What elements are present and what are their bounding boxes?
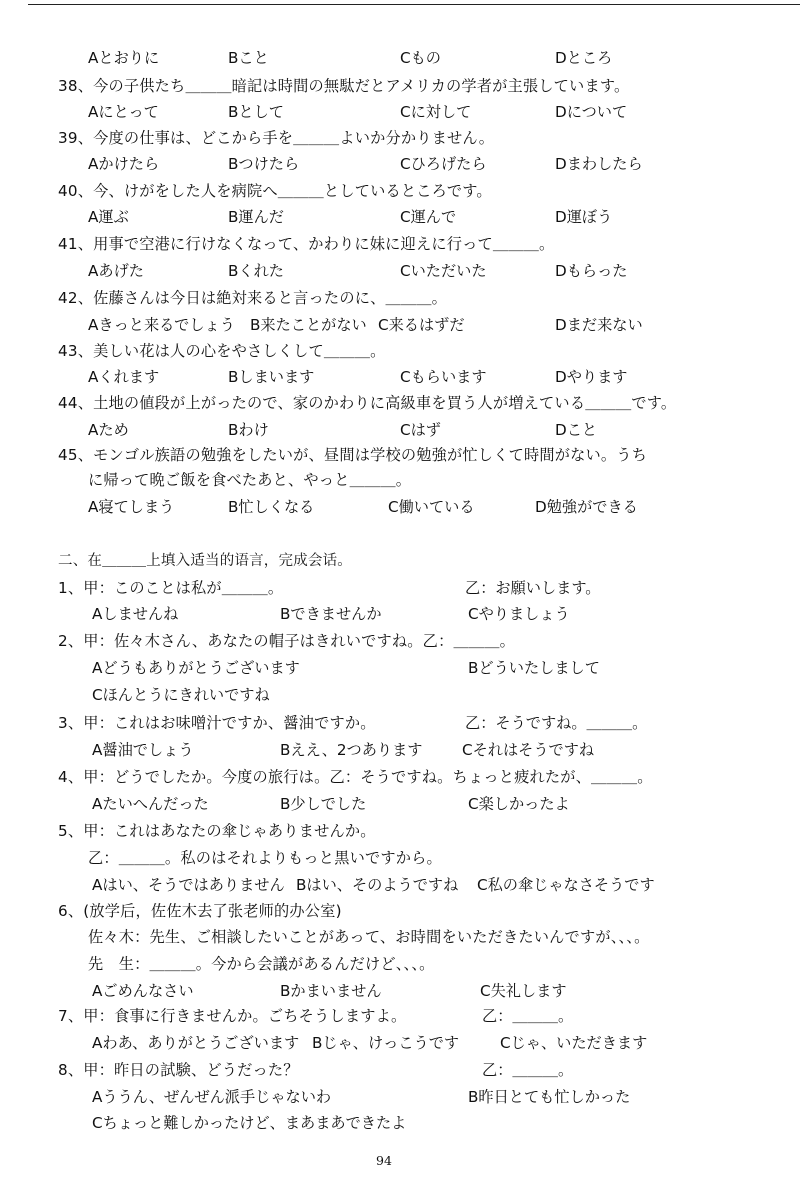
dialogue-4-a: 4、甲：どうでしたか。今度の旅行は。乙：そうですね。ちょっと疲れたが、＿＿＿。 xyxy=(58,768,653,786)
dialogue-3-a: 3、甲：これはお味噌汁ですか、醤油ですか。 xyxy=(58,714,376,732)
q42-option-d: Dまだ来ない xyxy=(555,316,643,334)
question-38: 38、今の子供たち＿＿＿暗記は時間の無駄だとアメリカの学者が主張しています。 xyxy=(58,77,630,95)
q42-option-a: Aきっと来るでしょう xyxy=(88,316,235,334)
d4-option-b: B少しでした xyxy=(280,795,367,813)
d1-option-b: Bできませんか xyxy=(280,605,382,623)
question-41: 41、用事で空港に行けなくなって、かわりに妹に迎えに行って＿＿＿。 xyxy=(58,235,555,253)
d2-option-a: Aどうもありがとうございます xyxy=(92,659,300,677)
q45-option-c: C働いている xyxy=(388,498,475,516)
q38-option-b: Bとして xyxy=(228,103,284,121)
option-d: Dところ xyxy=(555,49,613,67)
q44-option-a: Aため xyxy=(88,421,129,439)
question-39: 39、今度の仕事は、どこから手を＿＿＿よいか分かりません。 xyxy=(58,129,495,147)
d3-option-b: Bええ、2つあります xyxy=(280,741,423,759)
q38-option-c: Cに対して xyxy=(400,103,472,121)
q41-option-c: Cいただいた xyxy=(400,262,487,280)
dialogue-7-b: 乙：＿＿＿。 xyxy=(482,1007,574,1025)
q43-option-a: Aくれます xyxy=(88,368,160,386)
d5-option-a: Aはい、そうではありません xyxy=(92,876,285,894)
d3-option-c: Cそれはそうですね xyxy=(462,741,595,759)
q41-option-b: Bくれた xyxy=(228,262,284,280)
dialogue-6-teacher: 先 生：＿＿＿。今から会議があるんだけど、、、。 xyxy=(88,955,435,973)
dialogue-7-a: 7、甲：食事に行きませんか。ごちそうしますよ。 xyxy=(58,1007,407,1025)
q40-option-b: B運んだ xyxy=(228,208,284,226)
d6-option-c: C失礼します xyxy=(480,982,567,1000)
q42-option-c: C来るはずだ xyxy=(378,316,465,334)
q41-option-a: Aあげた xyxy=(88,262,144,280)
page-number: 94 xyxy=(376,1153,392,1168)
d5-option-b: Bはい、そのようですね xyxy=(296,876,459,894)
q38-option-a: Aにとって xyxy=(88,103,159,121)
q44-option-b: Bわけ xyxy=(228,421,269,439)
dialogue-6-context: 6、(放学后，佐佐木去了张老师的办公室) xyxy=(58,902,342,920)
d8-option-a: Aううん、ぜんぜん派手じゃないわ xyxy=(92,1088,332,1106)
q39-option-c: Cひろげたら xyxy=(400,155,487,173)
d8-option-b: B昨日とても忙しかった xyxy=(468,1088,631,1106)
dialogue-6-sasaki: 佐々木：先生、ご相談したいことがあって、お時間をいただきたいんですが、、、。 xyxy=(88,928,650,946)
dialogue-5-a: 5、甲：これはあなたの傘じゃありませんか。 xyxy=(58,822,376,840)
dialogue-3-b: 乙：そうですね。＿＿＿。 xyxy=(465,714,648,732)
q39-option-d: Dまわしたら xyxy=(555,155,643,173)
d7-option-b: Bじゃ、けっこうです xyxy=(312,1034,460,1052)
d4-option-c: C楽しかったよ xyxy=(468,795,570,813)
d4-option-a: Aたいへんだった xyxy=(92,795,209,813)
q43-option-c: Cもらいます xyxy=(400,368,487,386)
q45-option-b: B忙しくなる xyxy=(228,498,315,516)
q38-option-d: Dについて xyxy=(555,103,628,121)
q40-option-c: C運んで xyxy=(400,208,457,226)
d3-option-a: A醤油でしょう xyxy=(92,741,194,759)
question-45-continuation: に帰って晩ご飯を食べたあと、やっと＿＿＿。 xyxy=(88,471,412,489)
q40-option-a: A運ぶ xyxy=(88,208,129,226)
q44-option-d: Dこと xyxy=(555,421,598,439)
dialogue-1-b: 乙：お願いします。 xyxy=(465,579,601,597)
d1-option-a: Aしませんね xyxy=(92,605,179,623)
q44-option-c: Cはず xyxy=(400,421,441,439)
option-a: Aとおりに xyxy=(88,49,160,67)
dialogue-1-a: 1、甲：このことは私が＿＿＿。 xyxy=(58,579,284,597)
q41-option-d: Dもらった xyxy=(555,262,628,280)
q39-option-b: Bつけたら xyxy=(228,155,300,173)
d5-option-c: C私の傘じゃなさそうです xyxy=(477,876,655,894)
d8-option-c: Cちょっと難しかったけど、まあまあできたよ xyxy=(92,1114,407,1132)
d2-option-b: Bどういたしまして xyxy=(468,659,600,677)
dialogue-8-b: 乙：＿＿＿。 xyxy=(482,1061,574,1079)
d6-option-a: Aごめんなさい xyxy=(92,982,194,1000)
option-c: Cもの xyxy=(400,49,441,67)
d7-option-a: Aわあ、ありがとうございます xyxy=(92,1034,300,1052)
q45-option-a: A寝てしまう xyxy=(88,498,175,516)
q40-option-d: D運ぼう xyxy=(555,208,613,226)
d1-option-c: Cやりましょう xyxy=(468,605,570,623)
q39-option-a: Aかけたら xyxy=(88,155,160,173)
q43-option-d: Dやります xyxy=(555,368,628,386)
d6-option-b: Bかまいません xyxy=(280,982,382,1000)
dialogue-5-b: 乙：＿＿＿。私のはそれよりもっと黒いですから。 xyxy=(88,849,442,867)
question-45: 45、モンゴル族語の勉強をしたいが、昼間は学校の勉強が忙しくて時間がない。うち xyxy=(58,446,648,464)
question-40: 40、今、けがをした人を病院へ＿＿＿としているところです。 xyxy=(58,182,492,200)
question-44: 44、土地の値段が上がったので、家のかわりに高級車を買う人が増えている＿＿＿です。 xyxy=(58,394,677,412)
d7-option-c: Cじゃ、いただきます xyxy=(500,1034,648,1052)
q45-option-d: D勉強ができる xyxy=(535,498,638,516)
dialogue-2-a: 2、甲：佐々木さん、あなたの帽子はきれいですね。乙：＿＿＿。 xyxy=(58,632,516,650)
d2-option-c: Cほんとうにきれいですね xyxy=(92,686,270,704)
question-43: 43、美しい花は人の心をやさしくして＿＿＿。 xyxy=(58,342,386,360)
question-42: 42、佐藤さんは今日は絶対来ると言ったのに、＿＿＿。 xyxy=(58,289,448,307)
q42-option-b: B来たことがない xyxy=(250,316,367,334)
dialogue-8-a: 8、甲：昨日の試験、どうだった？ xyxy=(58,1061,299,1079)
option-b: Bこと xyxy=(228,49,269,67)
section-2-title: 二、在＿＿＿上填入适当的语言，完成会话。 xyxy=(58,553,352,569)
q43-option-b: Bしまいます xyxy=(228,368,315,386)
